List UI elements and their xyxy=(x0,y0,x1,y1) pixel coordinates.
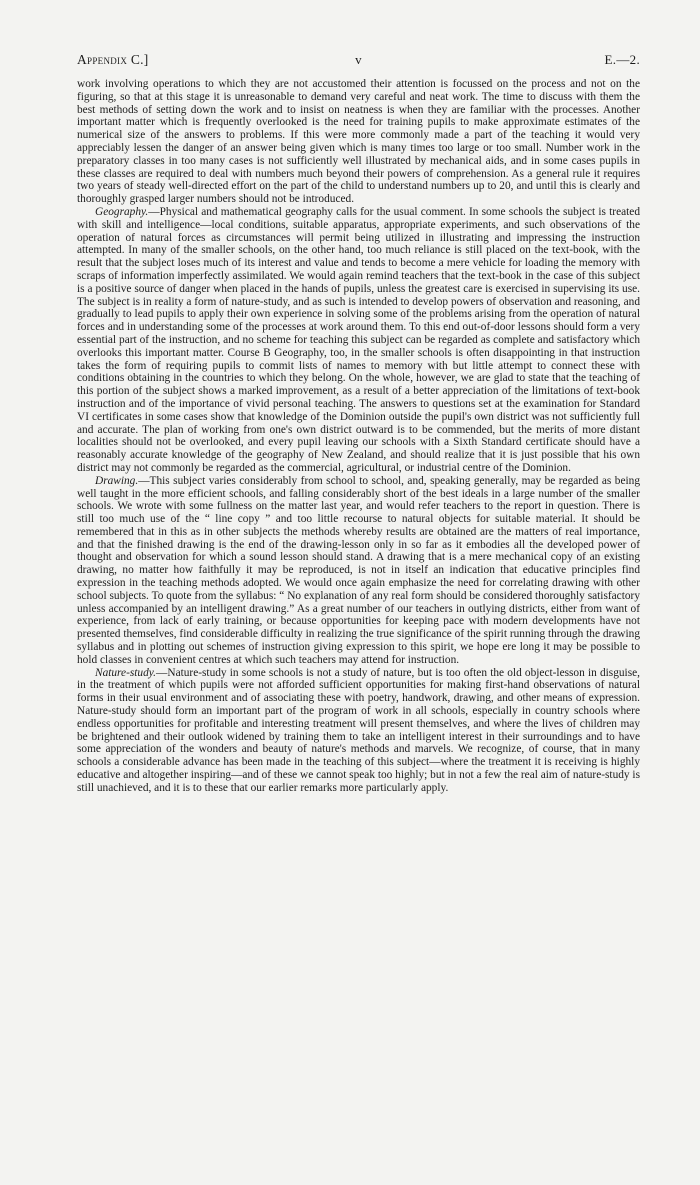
paragraph-text: —Nature-study in some schools is not a study of nature, but is too often the old object-lesson in disguise, in the treatment of which pupils were not afforded sufficient opportunities for making first-hand observations of natural forms in their usual environment and of associating these with poetry, handwork, drawing, and other means of expression. Nature-study should form an important part of the program of work in all schools, especially in country schools where endless opportunities for profitable and interesting treatment will present themselves, and where the lives of children may be brightened and their outlook widened by training them to take an intelligent interest in their surroundings and to have some appreciation of the wonders and beauty of nature's methods and marvels. We recognize, of course, that in many schools a considerable advance has been made in the teaching of this subject—where the treatment it is receiving is highly educative and altogether inspiring—and of these we cannot speak too highly; but in not a few the real aim of nature-study is still unachieved, and it is to these that our earlier remarks more particularly apply. xyxy=(77,666,640,794)
section-heading-drawing: Drawing. xyxy=(95,474,139,487)
section-heading-geography: Geography. xyxy=(95,205,149,218)
header-appendix-label: Appendix C.] xyxy=(77,52,149,67)
page-header xyxy=(77,52,640,78)
header-report-code: E.—2. xyxy=(604,52,640,67)
paragraph-text: work involving operations to which they are not accustomed their attention is focussed on the process and not on the figuring, so that at this stage it is unreasonable to demand very careful and neat work. The time to discuss with them the best methods of setting down the work and to insist on neatness is when they are familiar with the processes. Another important matter which is frequently overlooked is the need for training pupils to make approximate estimates of the numerical size of the answers to problems. If this were more commonly made a part of the teaching it would very appreciably lessen the danger of an answer being given which is many times too large or too small. Number work in the preparatory classes in too many cases is not sufficiently well illustrated by mechanical aids, and in some cases pupils in these classes are required to deal with numbers much beyond their powers of comprehension. As a general rule it requires two years of steady well-directed effort on the part of the child to understand numbers up to 20, and until this is clearly and thoroughly grasped larger numbers should not be introduced. xyxy=(77,78,640,206)
paragraph-drawing xyxy=(77,475,640,667)
header-page-number: v xyxy=(355,52,362,67)
paragraph-arithmetic-continued xyxy=(77,78,640,206)
paragraph-text: —Physical and mathematical geography calls for the usual comment. In some schools the subject is treated with skill and intelligence—local conditions, suitable apparatus, appropriate experiments, and such observations of the operation of natural forces as circumstances will permit being utilized in illustrating and impressing the instruction attempted. In many of the smaller schools, on the other hand, too much reliance is still placed on the text-book, with the result that the subject loses much of its interest and value and tends to become a mere vehicle for loading the memory with scraps of information imperfectly assimilated. We would again remind teachers that the text-book in the case of this subject is a positive source of danger when placed in the hands of pupils, unless the greatest care is exercised in supervising its use. The subject is in reality a form of nature-study, and as such is intended to develop powers of observation and reasoning, and gradually to lead pupils to apply their own experience in solving some of the problems arising from the operation of natural forces and in understanding some of the processes at work around them. To this end out-of-door lessons should form a very essential part of the instruction, and no scheme for teaching this subject can be regarded as complete and satisfactory which overlooks this important matter. Course B Geography, too, in the smaller schools is often disappointing in that instruction takes the form of requiring pupils to commit lists of names to memory with but little attempt to connect these with conditions obtaining in the countries to which they belong. On the whole, however, we are glad to state that the teaching of this portion of the subject shows a marked improvement, as a result of a better appreciation of the limitations of text-book instruction and of the importance of vivid personal teaching. The answers to questions set at the examination for Standard VI certificates in some cases show that knowledge of the Dominion outside the pupil's own district was not sufficiently full and accurate. The plan of working from one's own district outward is to be commended, but the merits of more distant localities should not be overlooked, and every pupil leaving our schools with a Sixth Standard certificate should have a reasonably accurate knowledge of the geography of New Zealand, and should realize that it is just possible that his own district may not commonly be regarded as the commercial, agricultural, or industrial centre of the Dominion. xyxy=(77,205,640,474)
paragraph-geography xyxy=(77,206,640,475)
paragraph-text: —This subject varies considerably from school to school, and, speaking generally, may be regarded as being well taught in the more efficient schools, and falling considerably short of the best ideals in a large number of the smaller schools. We wrote with some fullness on the matter last year, and would refer teachers to the report in question. There is still too much use of the “ line copy ” and too little recourse to natural objects for suitable material. It should be remembered that in this as in other subjects the methods whereby results are obtained are the matters of real importance, and that the finished drawing is the end of the drawing-lesson only in so far as it embodies all the developed power of thought and observation for which a sound lesson should stand. A drawing that is a mere mechanical copy of an existing drawing, no matter how faithfully it may be reproduced, is not in itself an indication that educative principles find expression in the teaching methods adopted. We would once again emphasize the need for correlating drawing with other school subjects. To quote from the syllabus: “ No explanation of any real form should be considered thoroughly satisfactory unless accompanied by an intelligent drawing.” As a great number of our teachers in outlying districts, either from want of experience, from lack of early training, or because opportunities for keeping pace with modern developments have not presented themselves, find considerable difficulty in realizing the true significance of the spirit running through the drawing syllabus and in plotting out schemes of instruction giving expression to this spirit, we hope ere long it may be possible to hold classes in convenient centres at which such teachers may attend for instruction. xyxy=(77,474,640,666)
section-heading-nature-study: Nature-study. xyxy=(95,666,157,679)
report-body xyxy=(77,78,640,795)
paragraph-nature-study xyxy=(77,667,640,795)
